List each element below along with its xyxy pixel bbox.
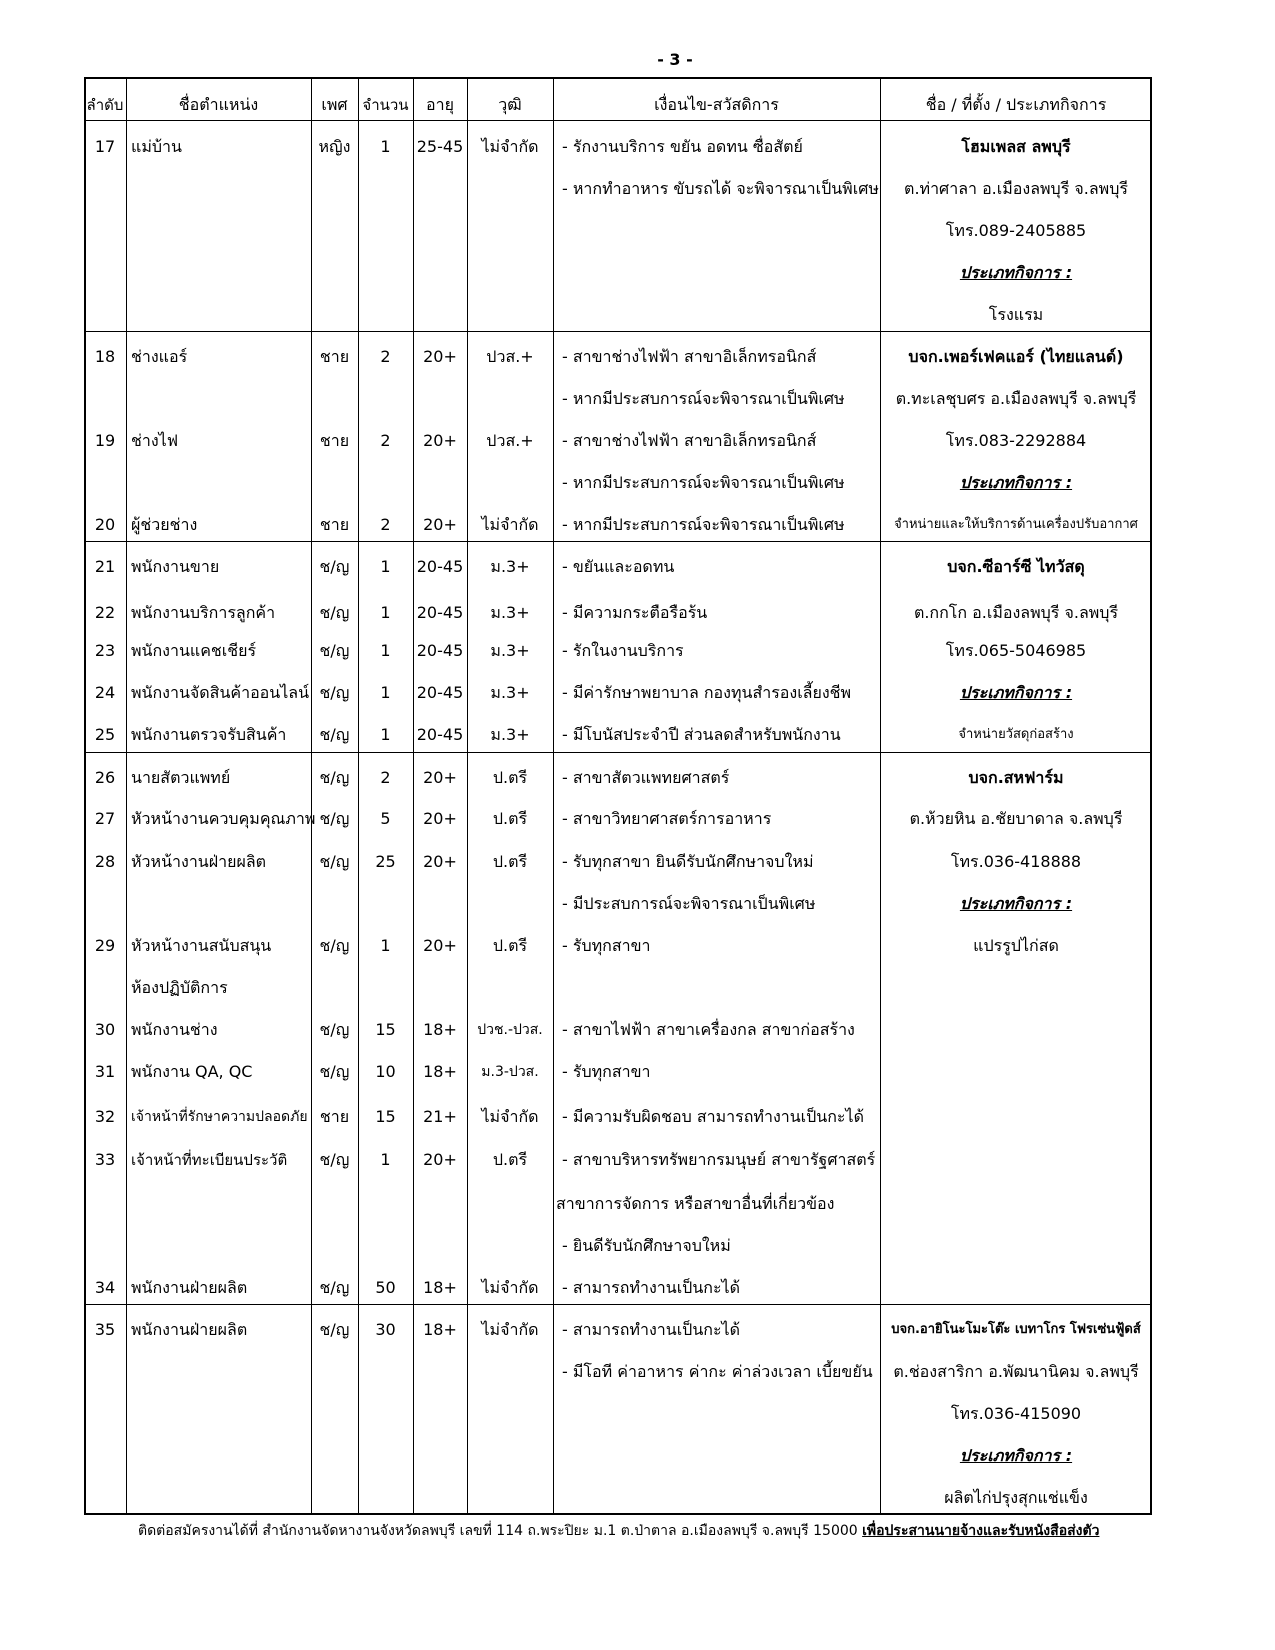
row-age: 18+ — [423, 1020, 457, 1039]
group-divider — [84, 1304, 1152, 1305]
row-position: หัวหน้างานสนับสนุน — [131, 936, 272, 955]
row-no: 34 — [94, 1278, 116, 1297]
row-no: 28 — [94, 852, 116, 871]
job-table — [84, 77, 1152, 1515]
row-count: 25 — [375, 852, 396, 871]
row-age: 20+ — [423, 768, 457, 787]
row-count: 1 — [380, 641, 391, 660]
row-no: 20 — [94, 515, 116, 534]
condition-item: สาขาการจัดการ หรือสาขาอื่นที่เกี่ยวข้อง — [556, 1194, 835, 1213]
condition-item: - สาขาช่างไฟฟ้า สาขาอิเล็กทรอนิกส์ — [562, 431, 817, 450]
row-gender: ช/ญ — [319, 683, 350, 702]
row-no: 30 — [94, 1020, 116, 1039]
company-phone: โทร.083-2292884 — [945, 431, 1087, 450]
row-age: 20-45 — [416, 641, 464, 660]
condition-item: - รักในงานบริการ — [562, 641, 684, 660]
row-education: ม.3+ — [490, 641, 530, 660]
row-position: ช่างแอร์ — [131, 347, 188, 366]
row-age: 18+ — [423, 1320, 457, 1339]
company-name: โฮมเพลส ลพบุรี — [961, 137, 1071, 156]
row-gender: ช/ญ — [319, 603, 350, 622]
row-no: 29 — [94, 936, 116, 955]
condition-item: - รับทุกสาขา — [562, 1062, 651, 1081]
row-position: เจ้าหน้าที่ทะเบียนประวัติ — [131, 1151, 288, 1169]
column-divider — [126, 77, 127, 1515]
row-position: พนักงานฝ่ายผลิต — [131, 1278, 248, 1297]
company-name: บจก.สหฟาร์ม — [968, 768, 1064, 787]
header-position: ชื่อตำแหน่ง — [178, 95, 259, 114]
column-divider — [880, 77, 881, 1515]
business-type-label: ประเภทกิจการ : — [959, 894, 1073, 913]
condition-item: - มีประสบการณ์จะพิจารณาเป็นพิเศษ — [562, 894, 816, 913]
row-count: 5 — [380, 809, 391, 828]
column-divider — [413, 77, 414, 1515]
row-no: 31 — [94, 1062, 116, 1081]
company-phone: โทร.036-418888 — [950, 852, 1082, 871]
row-position: พนักงานจัดสินค้าออนไลน์ — [131, 683, 310, 702]
row-age: 20-45 — [416, 603, 464, 622]
row-education: ป.ตรี — [492, 1150, 528, 1169]
condition-item: - สามารถทำงานเป็นกะได้ — [562, 1320, 740, 1339]
condition-item: - สาขาวิทยาศาสตร์การอาหาร — [562, 809, 772, 828]
row-position: พนักงานแคชเชียร์ — [131, 641, 257, 660]
row-no: 23 — [94, 641, 116, 660]
row-age: 20+ — [423, 347, 457, 366]
row-age: 20+ — [423, 936, 457, 955]
row-position: พนักงานบริการลูกค้า — [131, 603, 276, 622]
row-count: 10 — [375, 1062, 396, 1081]
row-count: 15 — [375, 1020, 396, 1039]
row-no: 27 — [94, 809, 116, 828]
header-education: วุฒิ — [498, 95, 522, 114]
business-type-label: ประเภทกิจการ : — [959, 263, 1073, 282]
column-divider — [467, 77, 468, 1515]
row-no: 19 — [94, 431, 116, 450]
header-company: ชื่อ / ที่ตั้ง / ประเภทกิจการ — [925, 95, 1107, 114]
row-education: ปวส.+ — [486, 431, 534, 450]
row-position: ช่างไฟ — [131, 431, 179, 450]
row-education: ไม่จำกัด — [481, 1320, 539, 1339]
row-age: 20+ — [423, 1150, 457, 1169]
row-gender: ช/ญ — [319, 1278, 350, 1297]
row-no: 35 — [94, 1320, 116, 1339]
group-divider — [84, 752, 1152, 753]
company-name: บจก.ซีอาร์ซี ไทวัสดุ — [947, 557, 1085, 576]
company-phone: โทร.065-5046985 — [945, 641, 1087, 660]
condition-item: - มีค่ารักษาพยาบาล กองทุนสำรองเลี้ยงชีพ — [562, 683, 852, 702]
condition-item: - หากทำอาหาร ขับรถได้ จะพิจารณาเป็นพิเศษ — [562, 179, 879, 198]
row-position: พนักงานขาย — [131, 557, 220, 576]
company-name: บจก.อายิโนะโมะโต๊ะ เบทาโกร โฟรเซ่นฟู้ดส์ — [891, 1322, 1141, 1337]
row-position: หัวหน้างานควบคุมคุณภาพ — [131, 809, 316, 828]
condition-item: - หากมีประสบการณ์จะพิจารณาเป็นพิเศษ — [562, 389, 845, 408]
row-education: ปวช.-ปวส. — [477, 1022, 543, 1038]
row-no: 24 — [94, 683, 116, 702]
row-gender: หญิง — [318, 137, 351, 156]
row-education: ไม่จำกัด — [481, 1107, 539, 1126]
row-position: พนักงานช่าง — [131, 1020, 218, 1039]
condition-item: - สามารถทำงานเป็นกะได้ — [562, 1278, 740, 1297]
row-age: 20+ — [423, 515, 457, 534]
row-education: ป.ตรี — [492, 768, 528, 787]
condition-item: - มีความรับผิดชอบ สามารถทำงานเป็นกะได้ — [562, 1107, 864, 1126]
row-count: 1 — [380, 683, 391, 702]
business-type-label: ประเภทกิจการ : — [959, 473, 1073, 492]
row-age: 25-45 — [416, 137, 464, 156]
row-position: แม่บ้าน — [131, 137, 182, 156]
row-gender: ชาย — [319, 431, 350, 450]
company-address: ต.ห้วยหิน อ.ชัยบาดาล จ.ลพบุรี — [909, 809, 1123, 828]
row-position: นายสัตวแพทย์ — [131, 768, 231, 787]
business-type: โรงแรม — [988, 305, 1044, 324]
row-position: ผู้ช่วยช่าง — [131, 515, 198, 534]
header-conditions: เงื่อนไข-สวัสดิการ — [654, 95, 779, 114]
condition-item: - หากมีประสบการณ์จะพิจารณาเป็นพิเศษ — [562, 473, 845, 492]
row-age: 20-45 — [416, 725, 464, 744]
row-gender: ช/ญ — [319, 1150, 350, 1169]
row-no: 33 — [94, 1150, 116, 1169]
group-divider — [84, 331, 1152, 332]
footer-text: ติดต่อสมัครงานได้ที่ สำนักงานจัดหางานจังหวัดลพบุรี เลขที่ 114 ถ.พระปิยะ ม.1 ต.ป่าตาล อ.เมืองลพบุรี จ.ลพบุรี 15000 — [138, 1523, 863, 1539]
condition-item: - รับทุกสาขา ยินดีรับนักศึกษาจบใหม่ — [562, 852, 814, 871]
company-address: ต.ช่องสาริกา อ.พัฒนานิคม จ.ลพบุรี — [893, 1362, 1139, 1381]
column-divider — [358, 77, 359, 1515]
row-age: 21+ — [423, 1107, 457, 1126]
row-count: 2 — [380, 515, 391, 534]
row-gender: ช/ญ — [319, 725, 350, 744]
condition-item: - รับทุกสาขา — [562, 936, 651, 955]
header-age: อายุ — [426, 95, 454, 114]
condition-item: - ขยันและอดทน — [562, 557, 675, 576]
row-age: 20+ — [423, 852, 457, 871]
row-position: เจ้าหน้าที่รักษาความปลอดภัย — [131, 1109, 308, 1125]
row-education: ป.ตรี — [492, 936, 528, 955]
row-no: 25 — [94, 725, 116, 744]
row-position-continuation: ห้องปฏิบัติการ — [131, 978, 228, 997]
row-age: 18+ — [423, 1062, 457, 1081]
company-address: ต.ทะเลชุบศร อ.เมืองลพบุรี จ.ลพบุรี — [895, 389, 1137, 408]
row-age: 18+ — [423, 1278, 457, 1297]
page-number: - 3 - — [657, 50, 693, 69]
condition-item: - สาขาช่างไฟฟ้า สาขาอิเล็กทรอนิกส์ — [562, 347, 817, 366]
condition-item: - มีโบนัสประจำปี ส่วนลดสำหรับพนักงาน — [562, 725, 841, 744]
row-gender: ช/ญ — [319, 852, 350, 871]
condition-item: - สาขาไฟฟ้า สาขาเครื่องกล สาขาก่อสร้าง — [562, 1020, 855, 1039]
row-no: 17 — [94, 137, 116, 156]
business-type: จำหน่ายวัสดุก่อสร้าง — [958, 727, 1074, 742]
header-no: ลำดับ — [86, 96, 124, 114]
business-type-label: ประเภทกิจการ : — [959, 1446, 1073, 1465]
row-gender: ช/ญ — [319, 1320, 350, 1339]
row-education: ม.3+ — [490, 725, 530, 744]
row-count: 1 — [380, 1150, 391, 1169]
row-gender: ช/ญ — [319, 1020, 350, 1039]
header-gender: เพศ — [321, 95, 348, 114]
condition-item: - มีโอที ค่าอาหาร ค่ากะ ค่าล่วงเวลา เบี้ยขยัน — [562, 1362, 873, 1381]
row-count: 1 — [380, 725, 391, 744]
footer-contact — [138, 1520, 1099, 1542]
condition-item: - ยินดีรับนักศึกษาจบใหม่ — [562, 1236, 731, 1255]
column-divider — [553, 77, 554, 1515]
company-phone: โทร.089-2405885 — [945, 221, 1087, 240]
row-no: 22 — [94, 603, 116, 622]
row-gender: ช/ญ — [319, 641, 350, 660]
row-gender: ชาย — [319, 515, 350, 534]
row-gender: ช/ญ — [319, 768, 350, 787]
condition-item: - สาขาบริหารทรัพยากรมนุษย์ สาขารัฐศาสตร์ — [562, 1150, 876, 1169]
column-divider — [311, 77, 312, 1515]
row-education: ไม่จำกัด — [481, 515, 539, 534]
row-count: 2 — [380, 768, 391, 787]
row-count: 1 — [380, 936, 391, 955]
row-count: 2 — [380, 347, 391, 366]
condition-item: - สาขาสัตวแพทยศาสตร์ — [562, 768, 730, 787]
row-count: 50 — [375, 1278, 396, 1297]
company-address: ต.ท่าศาลา อ.เมืองลพบุรี จ.ลพบุรี — [904, 179, 1128, 198]
condition-item: - รักงานบริการ ขยัน อดทน ซื่อสัตย์ — [562, 137, 803, 156]
row-education: ป.ตรี — [492, 852, 528, 871]
row-count: 1 — [380, 137, 391, 156]
condition-item: - หากมีประสบการณ์จะพิจารณาเป็นพิเศษ — [562, 515, 845, 534]
row-education: ม.3-ปวส. — [481, 1064, 539, 1080]
row-gender: ช/ญ — [319, 1062, 350, 1081]
row-gender: ชาย — [319, 347, 350, 366]
business-type: จำหน่ายและให้บริการด้านเครื่องปรับอากาศ — [894, 517, 1138, 532]
row-no: 18 — [94, 347, 116, 366]
row-count: 30 — [375, 1320, 396, 1339]
row-no: 21 — [94, 557, 116, 576]
row-position: หัวหน้างานฝ่ายผลิต — [131, 852, 267, 871]
row-gender: ช/ญ — [319, 809, 350, 828]
row-gender: ชาย — [319, 1107, 350, 1126]
condition-item: - มีความกระตือรือร้น — [562, 603, 708, 622]
row-gender: ช/ญ — [319, 936, 350, 955]
row-position: พนักงานตรวจรับสินค้า — [131, 725, 287, 744]
business-type: ผลิตไก่ปรุงสุกแช่แข็ง — [944, 1488, 1088, 1507]
row-count: 1 — [380, 603, 391, 622]
row-count: 1 — [380, 557, 391, 576]
row-position: พนักงานฝ่ายผลิต — [131, 1320, 248, 1339]
footer-emphasis: เพื่อประสานนายจ้างและรับหนังสือส่งตัว — [862, 1523, 1100, 1539]
row-position: พนักงาน QA, QC — [131, 1062, 253, 1081]
row-age: 20-45 — [416, 557, 464, 576]
row-age: 20+ — [423, 431, 457, 450]
row-education: ป.ตรี — [492, 809, 528, 828]
header-divider — [84, 120, 1152, 121]
row-count: 15 — [375, 1107, 396, 1126]
header-count: จำนวน — [362, 96, 409, 114]
business-type: แปรรูปไก่สด — [973, 936, 1059, 955]
row-education: ม.3+ — [490, 603, 530, 622]
company-address: ต.กกโก อ.เมืองลพบุรี จ.ลพบุรี — [913, 603, 1119, 622]
company-name: บจก.เพอร์เฟคแอร์ (ไทยแลนด์) — [908, 347, 1124, 366]
business-type-label: ประเภทกิจการ : — [959, 683, 1073, 702]
row-no: 26 — [94, 768, 116, 787]
row-education: ม.3+ — [490, 683, 530, 702]
row-count: 2 — [380, 431, 391, 450]
row-education: ม.3+ — [490, 557, 530, 576]
row-age: 20+ — [423, 809, 457, 828]
row-education: ไม่จำกัด — [481, 137, 539, 156]
row-education: ปวส.+ — [486, 347, 534, 366]
row-age: 20-45 — [416, 683, 464, 702]
row-no: 32 — [94, 1107, 116, 1126]
group-divider — [84, 541, 1152, 542]
company-phone: โทร.036-415090 — [950, 1404, 1082, 1423]
row-education: ไม่จำกัด — [481, 1278, 539, 1297]
row-gender: ช/ญ — [319, 557, 350, 576]
